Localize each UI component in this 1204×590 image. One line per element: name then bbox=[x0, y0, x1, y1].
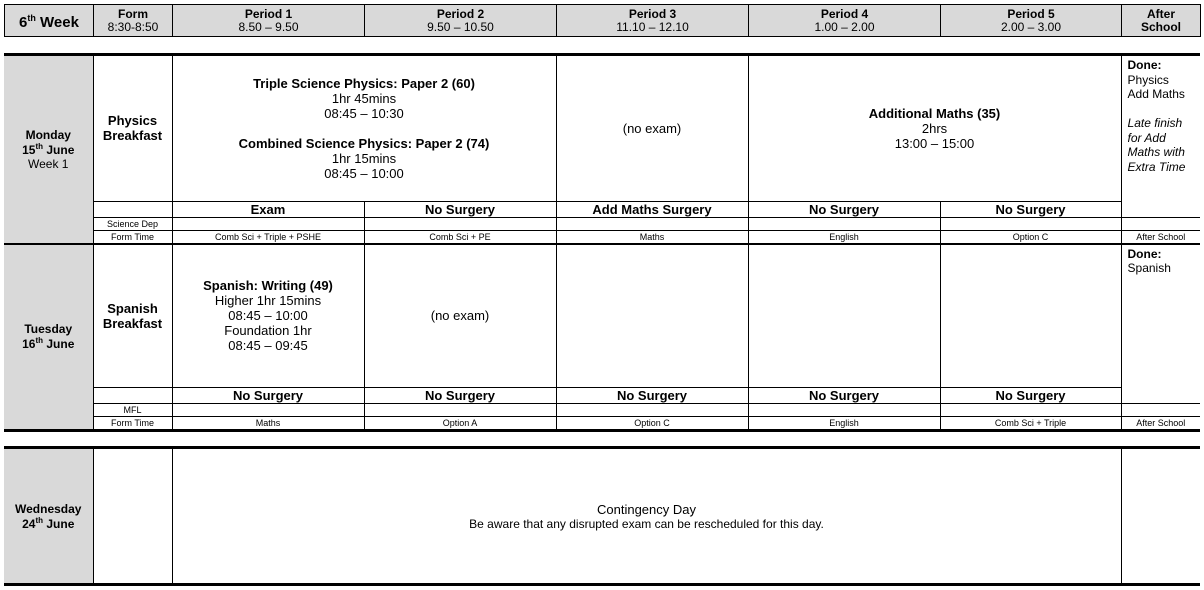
monday-formtime-p2: Comb Sci + PE bbox=[364, 230, 556, 244]
tuesday-formtime-p1: Maths bbox=[172, 417, 364, 430]
monday-formtime-p1: Comb Sci + Triple + PSHE bbox=[172, 230, 364, 244]
day-label-wednesday: Wednesday 24th June bbox=[4, 449, 93, 583]
tuesday-period-4 bbox=[748, 244, 940, 388]
tuesday-period-2: (no exam) bbox=[364, 244, 556, 388]
monday-period-4-5-exam: Additional Maths (35) 2hrs 13:00 – 15:00 bbox=[748, 56, 1121, 201]
tuesday-formtime-p2: Option A bbox=[364, 417, 556, 430]
tuesday-surgery-p2: No Surgery bbox=[364, 388, 556, 404]
monday-surgery-p4: No Surgery bbox=[748, 201, 940, 217]
tuesday-surgery-p1: No Surgery bbox=[172, 388, 364, 404]
tuesday-after-school: Done: Spanish bbox=[1121, 244, 1200, 404]
monday-period-3: (no exam) bbox=[556, 56, 748, 201]
monday-dept-label: Science Dep bbox=[93, 217, 172, 230]
header-form: Form 8:30-8:50 bbox=[94, 5, 173, 37]
header-period-5: Period 5 2.00 – 3.00 bbox=[941, 5, 1122, 37]
week-title: 6th Week bbox=[5, 5, 94, 37]
monday-formtime-p3: Maths bbox=[556, 230, 748, 244]
day-label-monday: Monday 15th June Week 1 bbox=[4, 56, 93, 244]
tuesday-surgery-p3: No Surgery bbox=[556, 388, 748, 404]
day-label-tuesday: Tuesday 16th June bbox=[4, 244, 93, 430]
monday-formtime-p4: English bbox=[748, 230, 940, 244]
tuesday-formtime-label: Form Time bbox=[93, 417, 172, 430]
form-wednesday bbox=[93, 449, 172, 583]
header-period-2: Period 2 9.50 – 10.50 bbox=[365, 5, 557, 37]
form-monday: Physics Breakfast bbox=[93, 56, 172, 201]
tuesday-formtime-p5: Comb Sci + Triple bbox=[940, 417, 1121, 430]
tuesday-dept-label: MFL bbox=[93, 404, 172, 417]
days-block bbox=[4, 53, 1200, 432]
monday-formtime-label: Form Time bbox=[93, 230, 172, 244]
form-tuesday-spacer bbox=[93, 388, 172, 404]
header-period-4: Period 4 1.00 – 2.00 bbox=[749, 5, 941, 37]
monday-period-1-exam: Triple Science Physics: Paper 2 (60) 1hr 45mins 08:45 – 10:30 Combined Science Physics: Paper 2 (74) 1hr 15mins 08:45 – 10:00 bbox=[172, 56, 556, 201]
monday-surgery-p1: Exam bbox=[172, 201, 364, 217]
monday-surgery-p3: Add Maths Surgery bbox=[556, 201, 748, 217]
tuesday-period-1-exam: Spanish: Writing (49) Higher 1hr 15mins 08:45 – 10:00 Foundation 1hr 08:45 – 09:45 bbox=[172, 244, 364, 388]
tuesday-formtime-p4: English bbox=[748, 417, 940, 430]
form-tuesday: Spanish Breakfast bbox=[93, 244, 172, 388]
header-after-school: After School bbox=[1122, 5, 1201, 37]
monday-formtime-after: After School bbox=[1121, 230, 1200, 244]
header-block bbox=[4, 4, 1200, 37]
tuesday-formtime-p3: Option C bbox=[556, 417, 748, 430]
form-monday-spacer bbox=[93, 201, 172, 217]
tuesday-formtime-after: After School bbox=[1121, 417, 1200, 430]
tuesday-surgery-p5: No Surgery bbox=[940, 388, 1121, 404]
monday-surgery-p5: No Surgery bbox=[940, 201, 1121, 217]
monday-after-school: Done: Physics Add Maths Late finish for Add Maths with Extra Time bbox=[1121, 56, 1200, 217]
header-period-3: Period 3 11.10 – 12.10 bbox=[557, 5, 749, 37]
tuesday-period-5 bbox=[940, 244, 1121, 388]
wednesday-after-school bbox=[1121, 449, 1200, 583]
contingency-day: Contingency Day Be aware that any disrupted exam can be rescheduled for this day. bbox=[172, 449, 1121, 583]
monday-formtime-p5: Option C bbox=[940, 230, 1121, 244]
header-period-1: Period 1 8.50 – 9.50 bbox=[173, 5, 365, 37]
monday-surgery-p2: No Surgery bbox=[364, 201, 556, 217]
tuesday-surgery-p4: No Surgery bbox=[748, 388, 940, 404]
wednesday-block bbox=[4, 446, 1200, 586]
tuesday-period-3 bbox=[556, 244, 748, 388]
